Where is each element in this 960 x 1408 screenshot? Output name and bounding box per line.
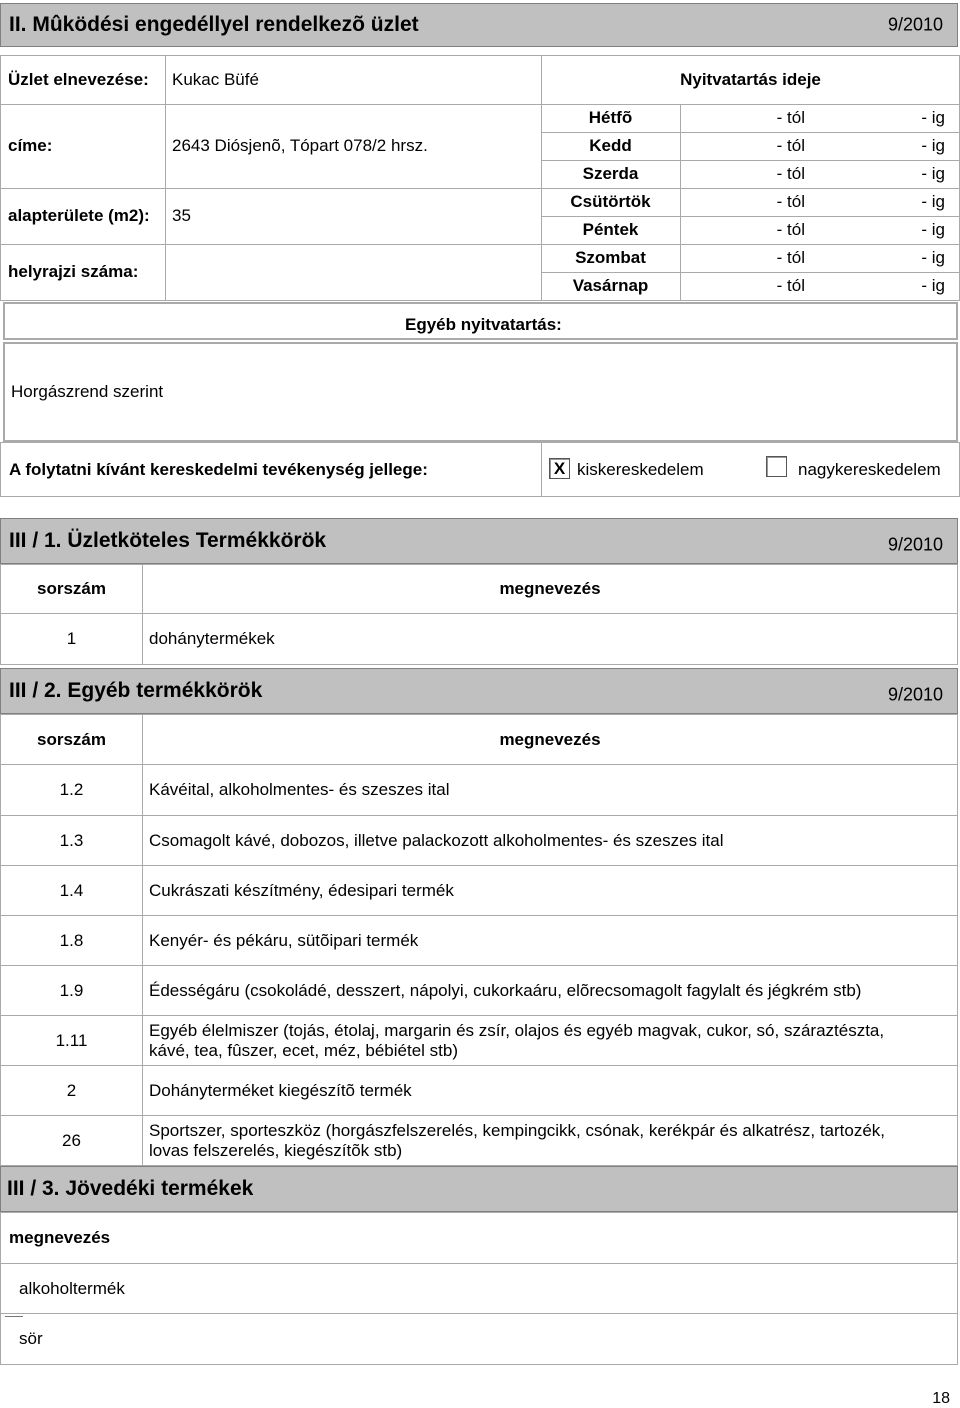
row-name-cell [149, 1016, 884, 1065]
row-name: Csomagolt kávé, dobozos, illetve palackozott alkoholmentes- és szeszes ital [149, 830, 724, 850]
row-number: 26 [62, 1130, 81, 1150]
time-from: - tól [776, 108, 805, 127]
section-iii-1-title: III / 1. Üzletköteles Termékkörök [9, 529, 327, 552]
row-name: dohánytermékek [149, 629, 275, 648]
row-name: Sportszer, sporteszköz (horgászfelszerelés, kempingcikk, csónak, kerékpár és alkatrész, tartozék, [149, 1120, 886, 1140]
row-name: Kávéital, alkoholmentes- és szeszes ital [149, 779, 450, 799]
section-iii-2-title: III / 2. Egyéb termékkörök [9, 679, 263, 702]
row-name-cell [149, 816, 724, 865]
row-name-cell [149, 1116, 885, 1165]
area-value: 35 [172, 206, 191, 225]
time-from: - tól [776, 220, 805, 239]
other-hours-value: Horgászrend szerint [11, 382, 164, 401]
row-name: Édességáru (csokoládé, desszert, nápolyi, cukorkaáru, elõrecsomagolt fagylalt és jégkrém stb) [149, 980, 862, 1000]
wholesale-checkbox[interactable] [766, 456, 787, 477]
excise-row-name: sör [19, 1328, 43, 1348]
time-to: - ig [921, 276, 945, 295]
row-name-cell [149, 1066, 412, 1115]
row-name-line-2: lovas felszerelés, kiegészítõk stb) [149, 1140, 403, 1160]
time-to: - ig [921, 108, 945, 127]
time-from: - tól [776, 248, 805, 267]
day-name: Szerda [582, 164, 639, 183]
time-from: - tól [776, 276, 805, 295]
excise-row-name: alkoholtermék [19, 1278, 125, 1298]
section-iii-1-table [0, 564, 958, 665]
col-header-name: megnevezés [499, 579, 601, 598]
section-iii-2-table [0, 714, 958, 1166]
col-header-name: megnevezés [499, 729, 601, 749]
time-to: - ig [921, 248, 945, 267]
section-ii-code: 9/2010 [887, 14, 943, 35]
section-iii-2-code: 9/2010 [887, 684, 943, 705]
col-header-name: megnevezés [9, 1228, 111, 1247]
time-from: - tól [776, 192, 805, 211]
row-number: 1 [66, 629, 77, 648]
address-label: címe: [8, 136, 53, 155]
shop-name-label: Üzlet elnevezése: [8, 70, 149, 89]
activity-row [0, 442, 960, 497]
day-name: Péntek [582, 220, 639, 239]
section-iii-3-table [0, 1212, 958, 1365]
time-from: - tól [776, 164, 805, 183]
section-iii-2-header [0, 668, 958, 714]
opening-hours-title: Nyitvatartás ideje [680, 70, 821, 89]
time-from: - tól [776, 136, 805, 155]
row-name: Kenyér- és pékáru, sütõipari termék [149, 930, 419, 950]
day-name: Kedd [589, 136, 632, 155]
section-ii-title: II. Mûködési engedéllyel rendelkezõ üzlet [9, 13, 419, 36]
day-name: Szombat [575, 248, 646, 267]
row-number: 1.2 [59, 779, 84, 799]
time-to: - ig [921, 192, 945, 211]
day-name: Csütörtök [570, 192, 651, 211]
col-header-number: sorszám [37, 579, 106, 598]
row-number: 1.4 [59, 880, 84, 900]
row-number: 1.11 [55, 1030, 88, 1050]
section-iii-3-title: III / 3. Jövedéki termékek [7, 1177, 254, 1200]
retail-checkbox[interactable]: X [549, 458, 570, 479]
row-number: 1.3 [59, 830, 84, 850]
day-name: Vasárnap [572, 276, 649, 295]
row-name: Egyéb élelmiszer (tojás, étolaj, margarin és zsír, olajos és egyéb magvak, cukor, só, száraztészta, [149, 1020, 885, 1040]
row-name-cell [149, 966, 861, 1015]
row-name-cell [149, 765, 449, 814]
other-hours-value-box [3, 342, 958, 442]
area-label: alapterülete (m2): [8, 206, 150, 225]
row-number: 2 [66, 1080, 77, 1100]
col-header-number: sorszám [37, 729, 106, 749]
row-name-cell [149, 866, 454, 915]
other-hours-label: Egyéb nyitvatartás: [405, 315, 562, 334]
section-ii-header [0, 3, 958, 47]
section-iii-1-code: 9/2010 [887, 534, 943, 555]
row-name: Dohányterméket kiegészítõ termék [149, 1080, 412, 1100]
row-number: 1.9 [59, 980, 84, 1000]
time-to: - ig [921, 136, 945, 155]
shop-name-value: Kukac Büfé [172, 70, 259, 89]
row-name: Cukrászati készítmény, édesipari termék [149, 880, 454, 900]
lot-label: helyrajzi száma: [8, 262, 139, 281]
activity-label: A folytatni kívánt kereskedelmi tevékenység jellege: [9, 459, 428, 479]
time-to: - ig [921, 220, 945, 239]
section-iii-3-header [0, 1166, 958, 1212]
section-iii-1-header [0, 518, 958, 564]
day-name: Hétfõ [588, 108, 633, 127]
row-name-line-2: kávé, tea, fûszer, ecet, méz, bébiétel stb) [149, 1040, 458, 1060]
other-hours-box [3, 302, 958, 340]
page-number: 18 [932, 1390, 950, 1407]
row-name-cell [149, 916, 418, 965]
wholesale-label: nagykereskedelem [798, 459, 941, 479]
address-value: 2643 Diósjenõ, Tópart 078/2 hrsz. [172, 136, 428, 155]
retail-label: kiskereskedelem [577, 459, 704, 479]
time-to: - ig [921, 164, 945, 183]
row-number: 1.8 [59, 930, 84, 950]
